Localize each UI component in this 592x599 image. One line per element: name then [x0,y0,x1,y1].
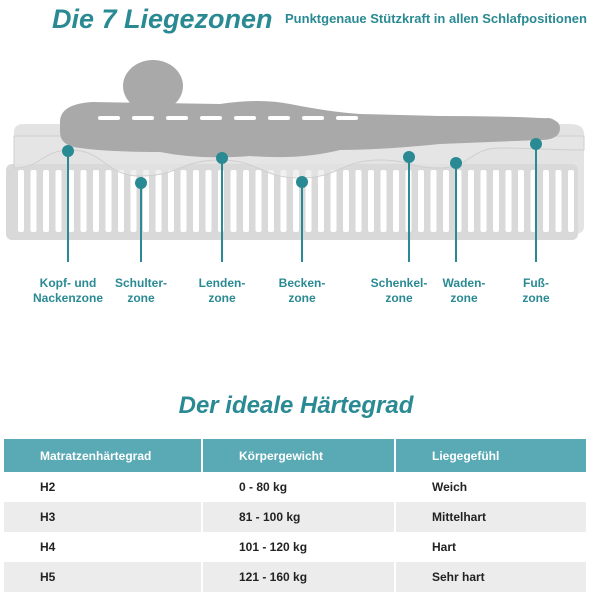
mattress-zones-illustration [0,44,592,314]
spring-slat [231,170,237,232]
spring-slat [506,170,512,232]
spring-slat [543,170,549,232]
cell-feel: Hart [395,532,586,562]
zone-marker-dot [135,177,147,189]
spine-dash [268,116,290,120]
zone-marker-dot [530,138,542,150]
zone-label: Waden- zone [442,276,486,305]
zone-marker-dot [62,145,74,157]
zone-marker-dot [450,157,462,169]
table-row [4,472,586,502]
header-hardness: Matratzenhärtegrad [4,439,202,472]
spring-slat [131,170,137,232]
spring-slat [56,170,62,232]
zone-label: Fuß- zone [522,276,550,305]
cell-weight: 121 - 160 kg [202,562,395,592]
table-row [4,532,586,562]
zone-marker-dot [403,151,415,163]
zone-label: Lenden- zone [198,276,246,305]
spring-slat [418,170,424,232]
cell-hardness: H4 [4,532,202,562]
spine-dash [132,116,154,120]
spring-slat [43,170,49,232]
cell-weight: 101 - 120 kg [202,532,395,562]
spine-dash [98,116,120,120]
spring-slat [556,170,562,232]
header-weight: Körpergewicht [202,439,395,472]
spring-slat [256,170,262,232]
zone-marker-dot [216,152,228,164]
cell-hardness: H2 [4,472,202,502]
cell-weight: 81 - 100 kg [202,502,395,532]
spring-slat [118,170,124,232]
zone-label: Schulter- zone [114,276,167,305]
spring-slat [481,170,487,232]
spring-slat [431,170,437,232]
page-title: Die 7 Liegezonen [52,4,273,34]
header-feel: Liegegefühl [395,439,586,472]
spring-slat [281,170,287,232]
zone-label: Kopf- und Nackenzone [32,276,104,305]
spring-slat [343,170,349,232]
spine-dash [166,116,188,120]
spring-slat [493,170,499,232]
spring-slat [368,170,374,232]
hardness-table [4,439,586,592]
spring-slat [318,170,324,232]
spring-slat [268,170,274,232]
spine-dash [302,116,324,120]
spring-slat [443,170,449,232]
spring-slat [381,170,387,232]
table-row [4,562,586,592]
spring-slat [106,170,112,232]
cell-hardness: H5 [4,562,202,592]
cell-feel: Mittelhart [395,502,586,532]
table-header-row [4,439,586,472]
spring-slat [31,170,37,232]
spring-slat [468,170,474,232]
spring-slat [181,170,187,232]
spring-slat [393,170,399,232]
cell-feel: Weich [395,472,586,502]
page-heading [52,4,587,38]
spring-slat [193,170,199,232]
hardness-section-title: Der ideale Härtegrad [178,392,414,419]
table-row [4,502,586,532]
page-subtitle: Punktgenaue Stützkraft in allen Schlafpositionen [285,11,587,26]
cell-weight: 0 - 80 kg [202,472,395,502]
spring-slat [81,170,87,232]
zone-label: Becken- zone [278,276,326,305]
spine-dash [200,116,222,120]
spring-slat [18,170,24,232]
zone-label: Schenkel- zone [370,276,428,305]
spring-slat [356,170,362,232]
spring-slat [206,170,212,232]
spine-dash [336,116,358,120]
spring-slat [243,170,249,232]
cell-hardness: H3 [4,502,202,532]
spine-dash [234,116,256,120]
spring-slat [168,170,174,232]
cell-feel: Sehr hart [395,562,586,592]
spring-slat [568,170,574,232]
spring-slat [156,170,162,232]
spring-slat [93,170,99,232]
spring-slat [518,170,524,232]
zone-marker-dot [296,176,308,188]
spring-slat [331,170,337,232]
